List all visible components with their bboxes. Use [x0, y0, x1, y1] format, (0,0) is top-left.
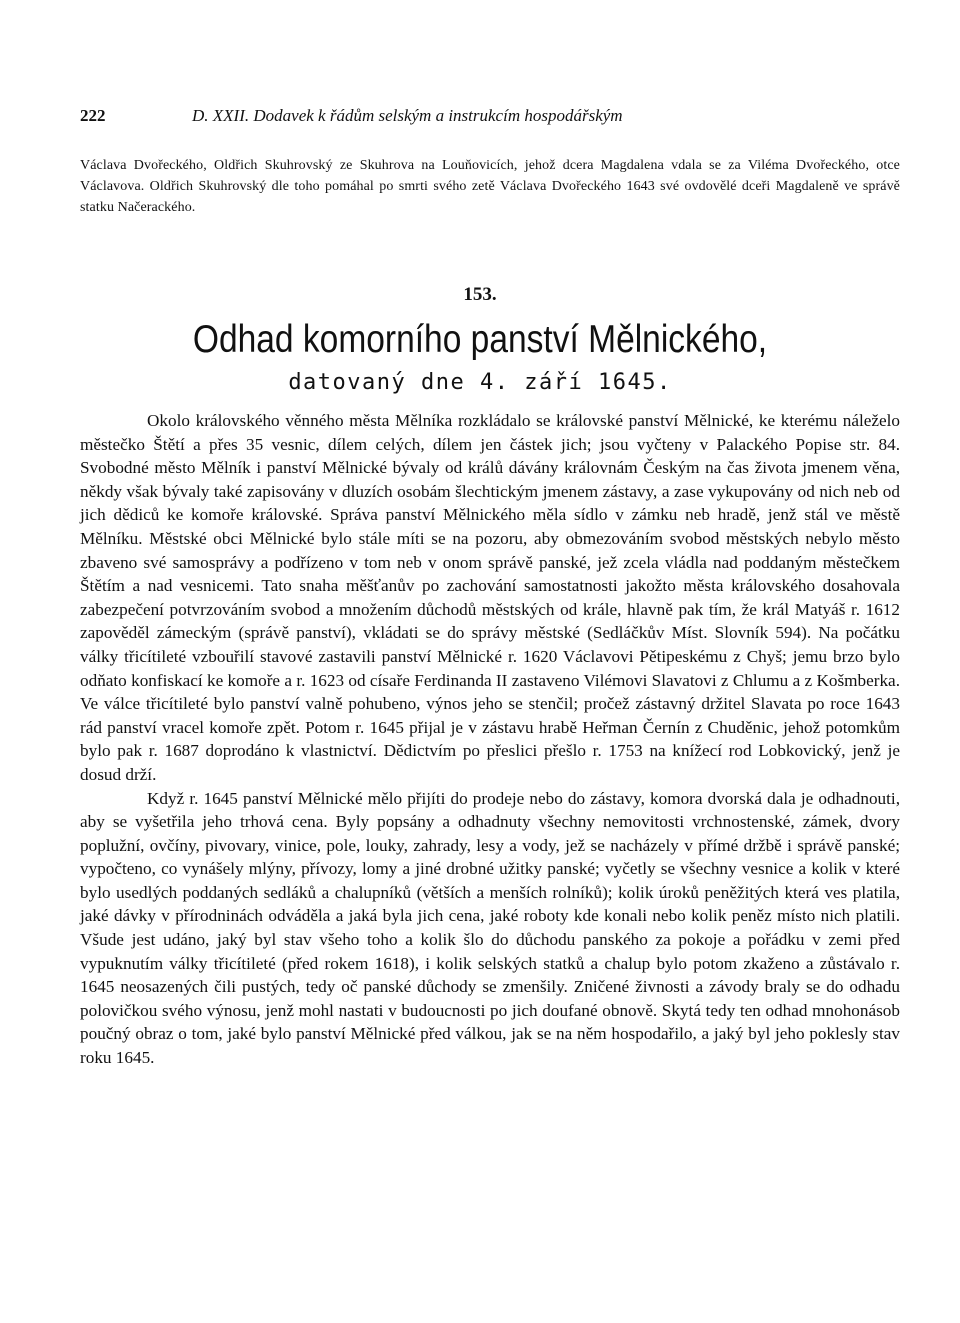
- document-number: 153.: [463, 284, 497, 305]
- paragraph-1: Okolo královského věnného města Mělníka rozkládalo se královské panství Mělnické, ke kterému náleželo městečko Štětí a přes 35 vesnic, dílem celých, dílem jen částek jich; jsou vyčteny v Palackého Popise str. 84. Svobodné město Mělník i panství Mělnické bývaly od králů dávány královnám Českým na čas života jmenem věna, někdy však bývaly také zapisovány v dluzích osobám šlechtickým jmenem zástavy, a zase vykupovány od nich neb od jich dědiců ke komoře královské. Správa panství Mělnického měla sídlo v zámku neb hradě, jenž stál ve městě Mělníku. Městské obci Mělnické bylo stále míti se na pozoru, aby obmezováním svobod městských nebylo město zbaveno své samosprávy a podřízeno v tom neb v onom správě panské, jež zcela vládla nad poddaným městečkem Štětím a nad vesnicemi. Tato snaha měšťanův po zachování samostatnosti jakožto města královského dosahovala zabezpečení potvrzováním svobod a množením důchodů městských od krále, hlavně pak tím, že král Matyáš r. 1612 zapověděl zámeckým (správě panství), vkládati se do správy městské (Sedláčkův Míst. Slovník 594). Na počátku války třicítileté vzbouřilí stavové zastavili panství Mělnické r. 1620 Václavovi Pětipeskému z Chyš; jemu brzo bylo odňato konfiskací ke komoře a r. 1623 od císaře Ferdinanda II zastaveno Vilémovi Slavatovi z Chlumu a z Košmberka. Ve válce třicítileté bylo panství valně pohubeno, výnos jeho se stenčil; pročež zástavný držitel Slavata po roce 1643 rád panství vracel komoře zpět. Potom r. 1645 přijal je v zástavu hrabě Heřman Černín z Chuděnic, jehož potomkům bylo pak r. 1687 doprodáno k vlastnictví. Dědictvím po přeslici přešlo r. 1753 na knížecí rod Lobkovický, jenž je dosud drží.: [80, 411, 900, 784]
- page-number: 222: [80, 106, 106, 125]
- document-date: datovaný dne 4. září 1645.: [288, 370, 672, 395]
- running-header: [80, 104, 900, 128]
- paragraph-2: Když r. 1645 panství Mělnické mělo přijíti do prodeje nebo do zástavy, komora dvorská dala je odhadnouti, aby se vyšetřila jeho trhová cena. Byly popsány a odhadnuty všechny nemovitosti vrchnostenské, zámek, dvory poplužní, ovčíny, pivovary, vinice, pole, louky, zahrady, lesy a vody, jež se nacházely v přímé držbě i správě panské; vypočteno, co vynášely mlýny, přívozy, lomy a jiné drobné užitky panské; vyčetly se všechny vesnice a kolik v které bylo usedlých poddaných sedláků a chalupníků (větších a menších rolníků); kolik úroků peněžitých která ves platila, jaké dávky v přírodninách odváděla a jaká byla jich cena, jaké roboty kde konali nebo kolik peněz místo nich platili. Všude jest udáno, jaký byl stav všeho toho a kolik šlo do důchodu panského za pokoje a pořádku v zemi před vypuknutím války třicítileté (před rokem 1618), i kolik selských statků a chalup bylo potom zkaženo a zůstávalo r. 1645 neosazených čili pustých, tedy oč panské důchody se zmenšily. Zničené živnosti a závody braly se do odhadu polovičkou svého výnosu, jenž mohl nastati v budoucnosti po jich doufané obnově. Skytá tedy ten odhad mnohonásob poučný obraz o tom, jaké bylo panství Mělnické před válkou, jak se na něm hospodařilo, a jaký byl jeho poklesly stav roku 1645.: [80, 788, 900, 1068]
- running-header-title: D. XXII. Dodavek k řádům selským a instrukcím hospodářským: [192, 106, 623, 125]
- preceding-note: Václava Dvořeckého, Oldřich Skuhrovský ze Skuhrova na Louňovicích, jehož dcera Magdalena vdala se za Viléma Dvořeckého, otce Václavova. Oldřich Skuhrovský dle toho pomáhal po smrti svého zetě Václava Dvořeckého 1643 své ovdovělé dceři Magdaleně ve správě statku Načerackého.: [80, 158, 900, 215]
- body-text: [80, 409, 900, 1070]
- document-title: Odhad komorního panství Mělnického,: [192, 318, 768, 361]
